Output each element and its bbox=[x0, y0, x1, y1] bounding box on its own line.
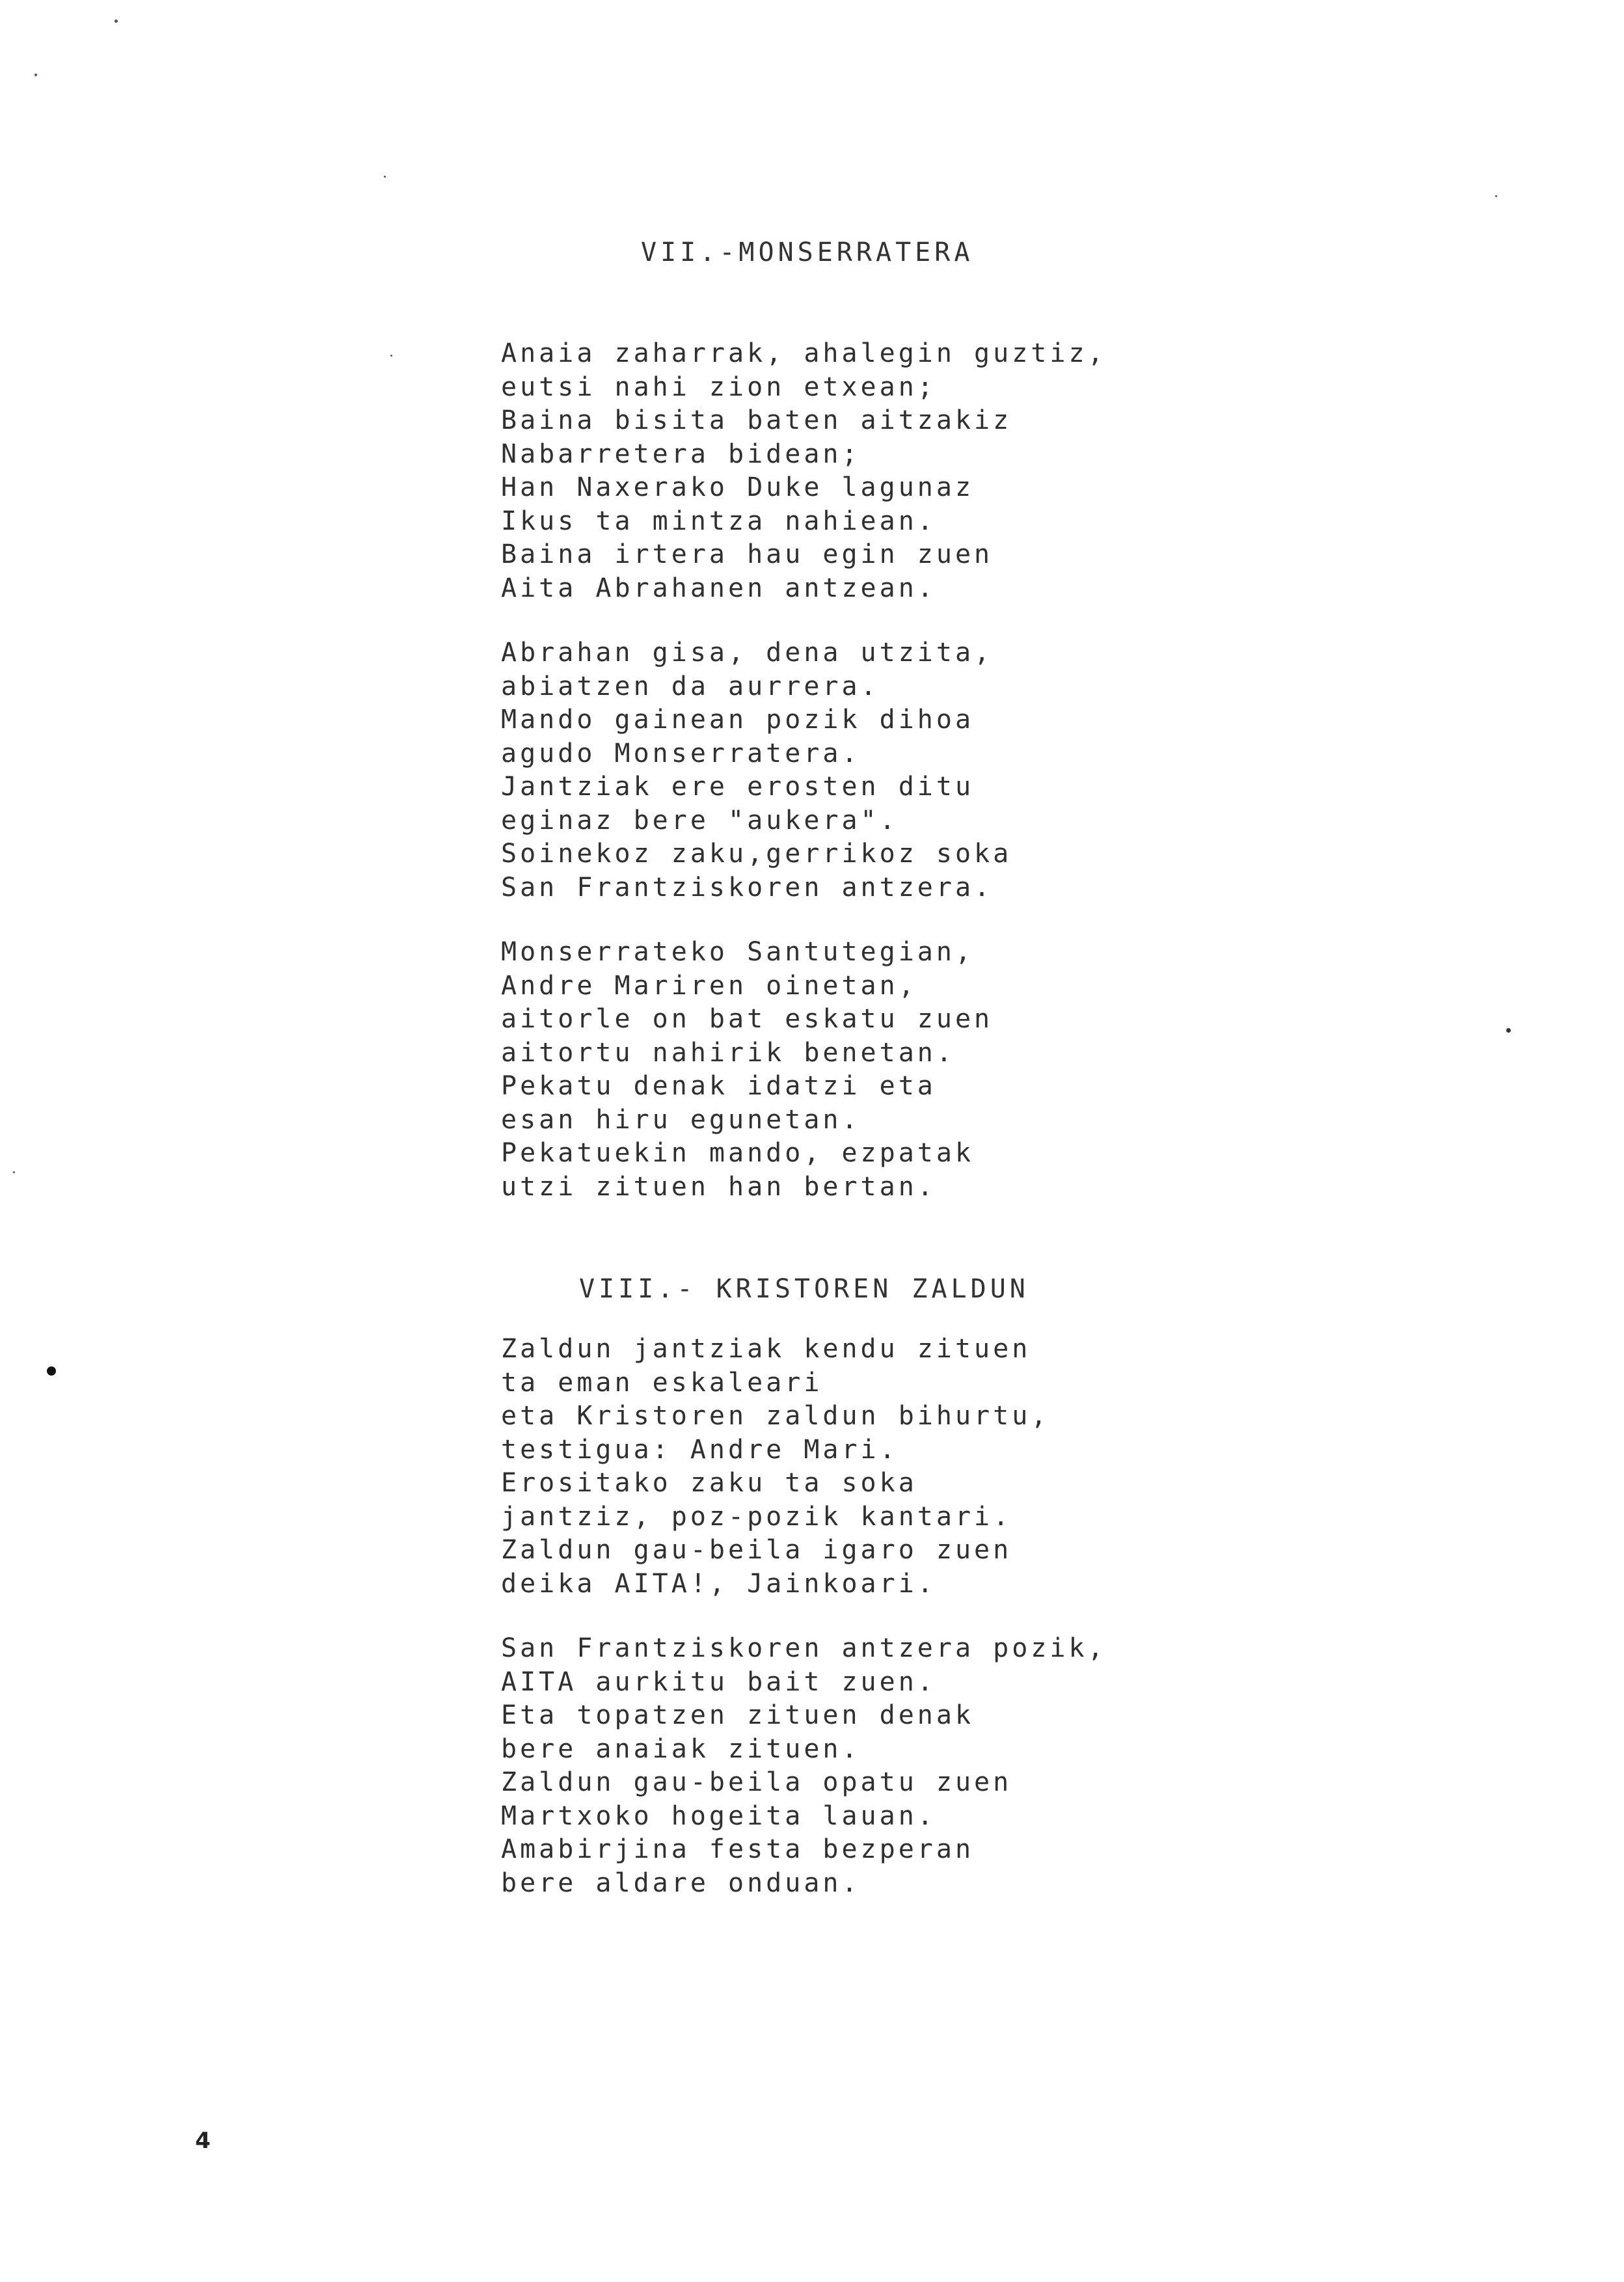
verse-line: Baina irtera hau egin zuen bbox=[501, 539, 994, 569]
verse-line: ta eman eskaleari bbox=[501, 1367, 823, 1398]
verse-line: Pekatu denak idatzi eta bbox=[501, 1071, 936, 1101]
stanza bbox=[501, 636, 1012, 904]
verse-line: Eta topatzen zituen denak bbox=[501, 1700, 975, 1730]
scan-speck bbox=[47, 1366, 56, 1376]
verse-line: Erositako zaku ta soka bbox=[501, 1468, 917, 1498]
verse-line: Han Naxerako Duke lagunaz bbox=[501, 472, 975, 502]
verse-line: San Frantziskoren antzera. bbox=[501, 872, 994, 903]
verse-line: eginaz bere "aukera". bbox=[501, 805, 899, 835]
verse-line: Amabirjina festa bezperan bbox=[501, 1834, 975, 1864]
section-title-monserratera: VII.-MONSERRATERA bbox=[641, 238, 974, 267]
verse-line: Monserrateko Santutegian, bbox=[501, 937, 975, 967]
verse-line: Andre Mariren oinetan, bbox=[501, 970, 917, 1001]
verse-line: Baina bisita baten aitzakiz bbox=[501, 405, 1012, 435]
scan-speck bbox=[115, 20, 118, 23]
verse-line: agudo Monserratera. bbox=[501, 738, 861, 768]
verse-line: eta Kristoren zaldun bihurtu, bbox=[501, 1401, 1050, 1431]
verse-line: Ikus ta mintza nahiean. bbox=[501, 506, 936, 536]
verse-line: Pekatuekin mando, ezpatak bbox=[501, 1138, 975, 1168]
verse-line: aitorle on bat eskatu zuen bbox=[501, 1004, 994, 1034]
verse-line: San Frantziskoren antzera pozik, bbox=[501, 1633, 1107, 1663]
verse-line: eutsi nahi zion etxean; bbox=[501, 372, 936, 402]
verse-line: Zaldun gau-beila opatu zuen bbox=[501, 1767, 1012, 1797]
verse-line: Aita Abrahanen antzean. bbox=[501, 573, 936, 603]
scan-speck bbox=[1506, 1028, 1511, 1033]
page-number: 4 bbox=[195, 2128, 211, 2154]
scan-speck bbox=[34, 74, 37, 76]
stanza bbox=[501, 1333, 1049, 1601]
stanza bbox=[501, 337, 1107, 605]
scan-speck bbox=[384, 176, 386, 178]
verse-line: Nabarretera bidean; bbox=[501, 439, 861, 469]
verse-line: bere anaiak zituen. bbox=[501, 1733, 861, 1764]
section-title-kristoren-zaldun: VIII.- KRISTOREN ZALDUN bbox=[579, 1274, 1029, 1304]
verse-line: Anaia zaharrak, ahalegin guztiz, bbox=[501, 338, 1107, 368]
verse-line: aitortu nahirik benetan. bbox=[501, 1037, 955, 1068]
scan-speck bbox=[13, 1171, 15, 1173]
verse-line: testigua: Andre Mari. bbox=[501, 1434, 899, 1465]
stanza bbox=[501, 936, 993, 1204]
verse-line: bere aldare onduan. bbox=[501, 1868, 861, 1898]
stanza bbox=[501, 1632, 1107, 1900]
verse-line: Zaldun jantziak kendu zituen bbox=[501, 1334, 1031, 1364]
verse-line: Mando gainean pozik dihoa bbox=[501, 705, 975, 735]
scan-speck bbox=[1495, 195, 1497, 197]
verse-line: AITA aurkitu bait zuen. bbox=[501, 1666, 936, 1697]
verse-line: utzi zituen han bertan. bbox=[501, 1171, 936, 1202]
verse-line: Soinekoz zaku,gerrikoz soka bbox=[501, 839, 1012, 869]
verse-line: deika AITA!, Jainkoari. bbox=[501, 1568, 936, 1599]
verse-line: Jantziak ere erosten ditu bbox=[501, 772, 975, 802]
verse-line: esan hiru egunetan. bbox=[501, 1104, 861, 1135]
verse-line: Abrahan gisa, dena utzita, bbox=[501, 638, 994, 668]
verse-line: jantziz, poz-pozik kantari. bbox=[501, 1501, 1012, 1532]
verse-line: abiatzen da aurrera. bbox=[501, 671, 880, 701]
scan-speck bbox=[390, 355, 392, 357]
verse-line: Martxoko hogeita lauan. bbox=[501, 1800, 936, 1831]
verse-line: Zaldun gau-beila igaro zuen bbox=[501, 1535, 1012, 1565]
